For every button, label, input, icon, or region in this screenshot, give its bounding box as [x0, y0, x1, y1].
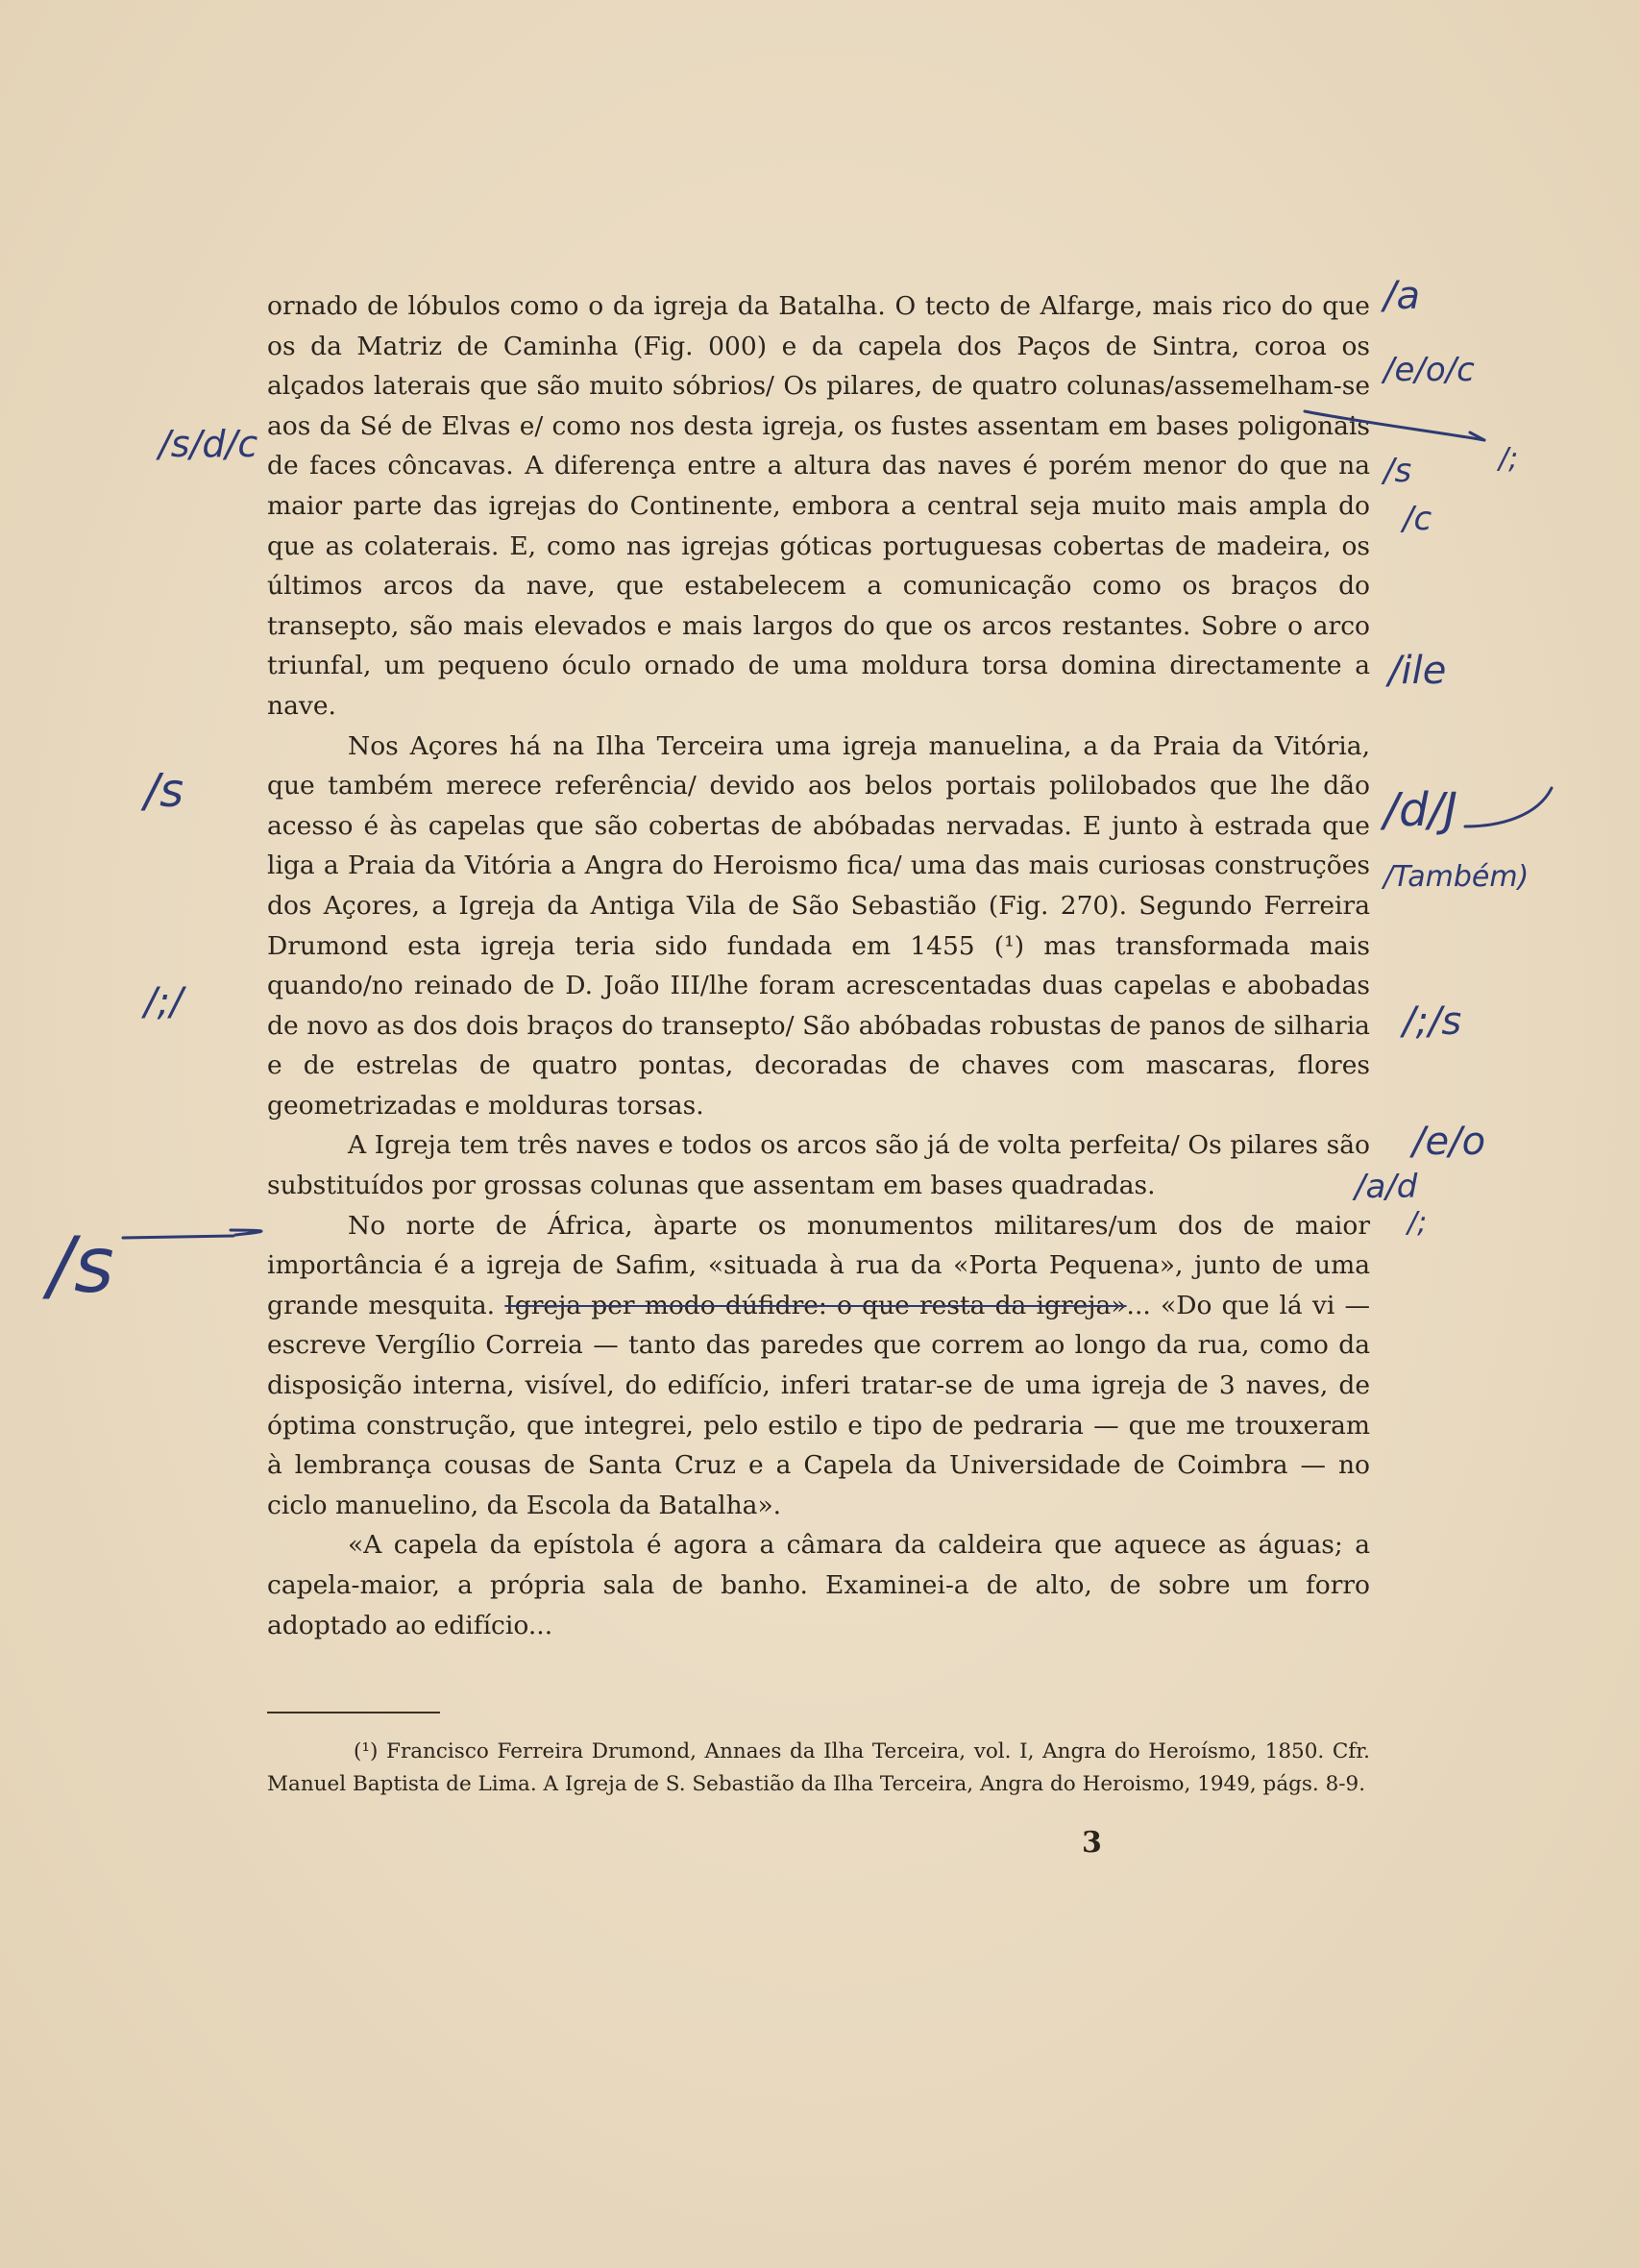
- paragraph-3: A Igreja tem três naves e todos os arcos são já de volta perfeita/ Os pilares são substituídos por grossas colunas que assentam em bases quadradas.: [267, 1130, 1370, 1201]
- margin-note-left-4: /s: [48, 1220, 114, 1310]
- footnote-separator: [267, 1712, 440, 1713]
- margin-note-right-3: /s: [1383, 452, 1412, 490]
- margin-note-right-1: /a: [1383, 274, 1420, 318]
- page-number: 3: [1082, 1826, 1102, 1860]
- proof-line-left: [231, 1230, 261, 1235]
- body-text: [267, 286, 1370, 1645]
- footnote: [267, 1736, 1370, 1801]
- margin-note-right-6: /d/J: [1383, 783, 1457, 837]
- paragraph-4: [267, 1206, 1370, 1526]
- margin-note-right-11: /;: [1407, 1206, 1428, 1240]
- paragraph-1: ornado de lóbulos como o da igreja da Batalha. O tecto de Alfarge, mais rico do que os da Matriz de Caminha (Fig. 000) e da capela dos Paços de Sintra, coroa os alçados laterais que são muito sóbrios/ Os pilares, de quatro colunas/assemelham-se aos da Sé de Elvas e/ como nos desta igreja, os fustes assentam em bases poligonais de faces côncavas. A diferença entre a altura das naves é porém menor do que na maior parte das igrejas do Continente, embora a central seja muito mais ampla do que as colaterais. E, como nas igrejas góticas portuguesas cobertas de madeira, os últimos arcos da nave, que estabelecem a comunicação como os braços do transepto, são mais elevados e mais largos do que os arcos restantes. Sobre o arco triunfal, um pequeno óculo ornado de uma moldura torsa domina directamente a nave.: [267, 291, 1370, 721]
- margin-note-right-8: /;/s: [1403, 999, 1462, 1044]
- paragraph-5: «A capela da epístola é agora a câmara da caldeira que aquece as águas; a capela-maior, a própria sala de banho. Examinei-a de alto, de sobre um forro adoptado ao edifício...: [267, 1530, 1370, 1640]
- struck-through-text: Igreja per modo dúfidre: o que resta da igreja»: [504, 1290, 1127, 1320]
- footnote-text: Francisco Ferreira Drumond, Annaes da Ilha Terceira, vol. I, Angra do Heroísmo, 1850. Cfr. Manuel Baptista de Lima. A Igreja de S. Sebastião da Ilha Terceira, Angra do Heroismo, 1949, págs. 8-9.: [267, 1739, 1370, 1796]
- margin-note-left-1: /s/d/c: [159, 423, 258, 465]
- proof-line-right-6: [1465, 788, 1552, 826]
- footnote-number: (¹): [354, 1739, 379, 1763]
- margin-note-right-5: /ile: [1388, 649, 1447, 693]
- paragraph-4-before: No norte de África, àparte os monumentos militares/um dos de maior importância é a igreja de Safim, «situada à rua da «Porta Pequena», junto de uma grande mesquita.: [267, 1210, 1370, 1320]
- margin-note-left-2: /s: [144, 764, 184, 818]
- proof-line-left-2: [123, 1236, 233, 1238]
- margin-note-right-4: /c: [1403, 500, 1432, 538]
- margin-note-right-2: /e/o/c: [1383, 351, 1475, 389]
- margin-note-right-10: /a/d: [1355, 1168, 1418, 1206]
- margin-note-left-3: /;/: [144, 980, 184, 1024]
- margin-note-right-9: /e/o: [1412, 1120, 1486, 1164]
- proof-line-end: [1470, 432, 1484, 440]
- paragraph-2: Nos Açores há na Ilha Terceira uma igreja manuelina, a da Praia da Vitória, que também merece referência/ devido aos belos portais polilobados que lhe dão acesso é às capelas que são cobertas de abóbadas nervadas. E junto à estrada que liga a Praia da Vitória a Angra do Heroismo fica/ uma das mais curiosas construções dos Açores, a Igreja da Antiga Vila de São Sebastião (Fig. 270). Segundo Ferreira Drumond esta igreja teria sido fundada em 1455 (¹) mas transformada mais quando/no reinado de D. João III/lhe foram acrescentadas duas capelas e abobadas de novo as dos dois braços do transepto/ São abóbadas robustas de panos de silharia e de estrelas de quatro pontas, decoradas de chaves com mascaras, flores geometrizadas e molduras torsas.: [267, 730, 1370, 1121]
- margin-note-right-7: /Também): [1383, 860, 1530, 894]
- paragraph-4-after: ... «Do que lá vi — escreve Vergílio Correia — tanto das paredes que correm ao longo da rua, como da disposição interna, visível, do edifício, inferi tratar-se de uma igreja de 3 naves, de óptima construção, que integrei, pelo estilo e tipo de pedraria — que me trouxeram à lembrança cousas de Santa Cruz e a Capela da Universidade de Coimbra — no ciclo manuelino, da Escola da Batalha».: [267, 1290, 1371, 1520]
- margin-note-right-3b: /;: [1499, 442, 1519, 476]
